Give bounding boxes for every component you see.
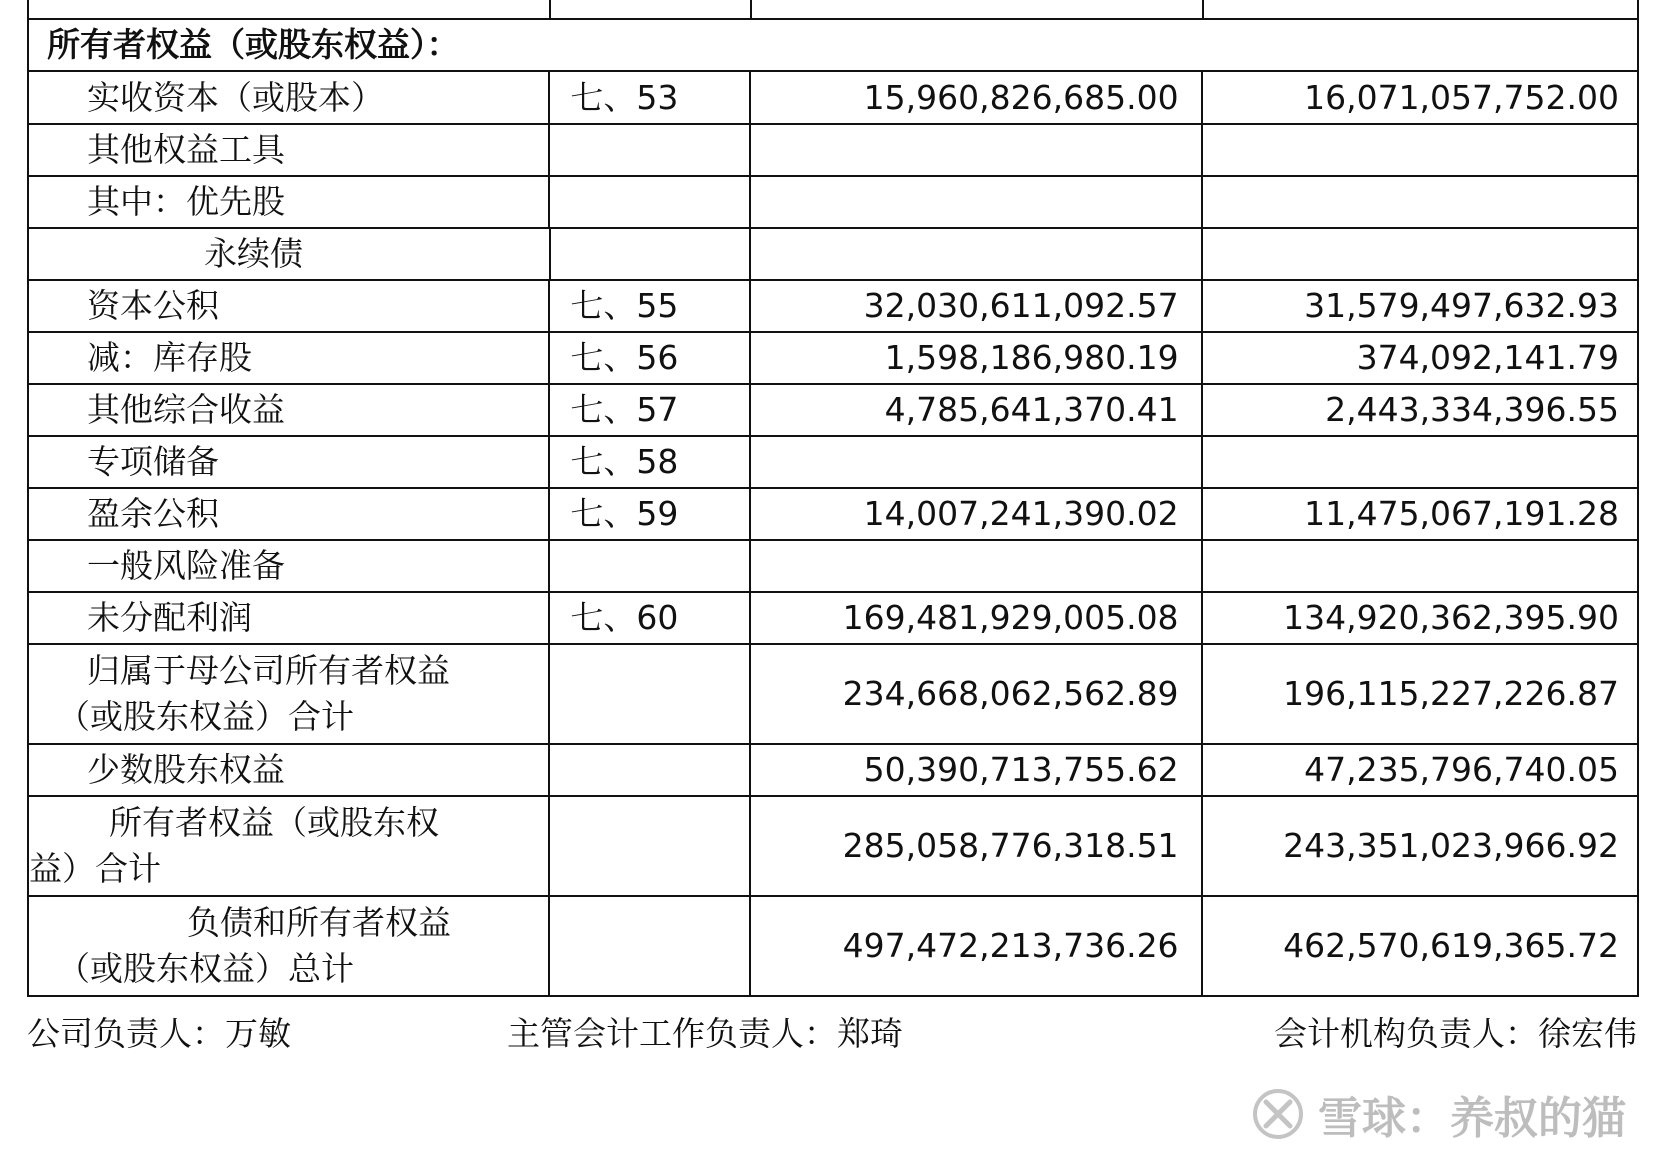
section-header: 所有者权益（或股东权益）：: [29, 20, 1639, 70]
current-value: [751, 437, 1202, 487]
previous-value: 31,579,497,632.93: [1203, 281, 1639, 331]
note-ref: [550, 125, 751, 175]
table-row: [29, 437, 1639, 489]
item-label: [29, 797, 550, 895]
current-value: [751, 125, 1202, 175]
table-row: [29, 593, 1639, 645]
table-top-stub: [27, 0, 1639, 18]
note-ref: [550, 745, 751, 795]
item-label: 永续债: [29, 229, 551, 279]
previous-value: 134,920,362,395.90: [1203, 593, 1639, 643]
table-row: [29, 489, 1639, 541]
item-label: 其他综合收益: [29, 385, 550, 435]
table-row: [29, 333, 1639, 385]
previous-value: 11,475,067,191.28: [1203, 489, 1639, 539]
table-row: [29, 897, 1639, 997]
item-label: 其他权益工具: [29, 125, 550, 175]
table-row: [29, 229, 1639, 281]
watermark-text: 雪球：养叔的猫: [1318, 1093, 1626, 1144]
note-ref: [550, 645, 751, 743]
table-row: [29, 745, 1639, 797]
current-value: 14,007,241,390.02: [751, 489, 1202, 539]
item-label: 资本公积: [29, 281, 550, 331]
table-row: [29, 177, 1639, 229]
item-label-line2: 益）合计: [29, 849, 161, 888]
previous-value: 2,443,334,396.55: [1203, 385, 1639, 435]
previous-value: [1203, 541, 1639, 591]
note-ref: 七、56: [550, 333, 751, 383]
current-value: [751, 229, 1202, 279]
note-ref: 七、60: [550, 593, 751, 643]
table-row: [29, 541, 1639, 593]
current-value: 15,960,826,685.00: [751, 72, 1202, 123]
previous-value: 374,092,141.79: [1203, 333, 1639, 383]
item-label-line1: 归属于母公司所有者权益: [87, 651, 450, 690]
current-value: 50,390,713,755.62: [751, 745, 1202, 795]
previous-value: 243,351,023,966.92: [1203, 797, 1639, 895]
previous-value: [1203, 229, 1639, 279]
watermark: [1252, 1082, 1626, 1146]
item-label-line2: （或股东权益）总计: [57, 949, 354, 988]
previous-value: 47,235,796,740.05: [1203, 745, 1639, 795]
signature-footer: [27, 1008, 1637, 1054]
note-ref: [551, 229, 752, 279]
item-label: 实收资本（或股本）: [29, 72, 550, 123]
accounting-dept-head: 会计机构负责人：徐宏伟: [1274, 1014, 1637, 1053]
note-ref: 七、53: [550, 72, 751, 123]
note-ref: 七、58: [550, 437, 751, 487]
table-row: [29, 125, 1639, 177]
note-ref: [550, 897, 751, 995]
current-value: 4,785,641,370.41: [751, 385, 1202, 435]
note-ref: 七、57: [550, 385, 751, 435]
current-value: 169,481,929,005.08: [751, 593, 1202, 643]
current-value: [751, 541, 1202, 591]
note-ref: [550, 541, 751, 591]
item-label: 盈余公积: [29, 489, 550, 539]
item-label: [29, 645, 550, 743]
accounting-head: 主管会计工作负责人：郑琦: [507, 1014, 903, 1053]
current-value: 32,030,611,092.57: [751, 281, 1202, 331]
note-ref: [550, 797, 751, 895]
table-row: [29, 645, 1639, 745]
item-label: 减：库存股: [29, 333, 550, 383]
previous-value: [1203, 177, 1639, 227]
item-label-line2: （或股东权益）合计: [57, 697, 354, 736]
company-head: 公司负责人：万敏: [27, 1014, 291, 1053]
current-value: 234,668,062,562.89: [751, 645, 1202, 743]
previous-value: [1203, 125, 1639, 175]
current-value: 285,058,776,318.51: [751, 797, 1202, 895]
previous-value: [1203, 437, 1639, 487]
current-value: 1,598,186,980.19: [751, 333, 1202, 383]
xueqiu-logo-icon: [1252, 1088, 1304, 1140]
current-value: 497,472,213,736.26: [751, 897, 1202, 995]
table-row: [29, 797, 1639, 897]
item-label-line1: 负债和所有者权益: [187, 903, 451, 942]
note-ref: 七、59: [550, 489, 751, 539]
balance-sheet-table: [27, 0, 1639, 997]
previous-value: 462,570,619,365.72: [1203, 897, 1639, 995]
table-row: [29, 385, 1639, 437]
table-row: [29, 72, 1639, 125]
item-label: [29, 897, 550, 995]
section-header-row: [29, 20, 1639, 72]
table-row: [29, 281, 1639, 333]
item-label: 专项储备: [29, 437, 550, 487]
note-ref: [550, 177, 751, 227]
current-value: [751, 177, 1202, 227]
item-label: 少数股东权益: [29, 745, 550, 795]
item-label: 未分配利润: [29, 593, 550, 643]
previous-value: 16,071,057,752.00: [1203, 72, 1639, 123]
note-ref: 七、55: [550, 281, 751, 331]
previous-value: 196,115,227,226.87: [1203, 645, 1639, 743]
item-label: 一般风险准备: [29, 541, 550, 591]
item-label: 其中：优先股: [29, 177, 550, 227]
item-label-line1: 所有者权益（或股东权: [109, 803, 439, 842]
